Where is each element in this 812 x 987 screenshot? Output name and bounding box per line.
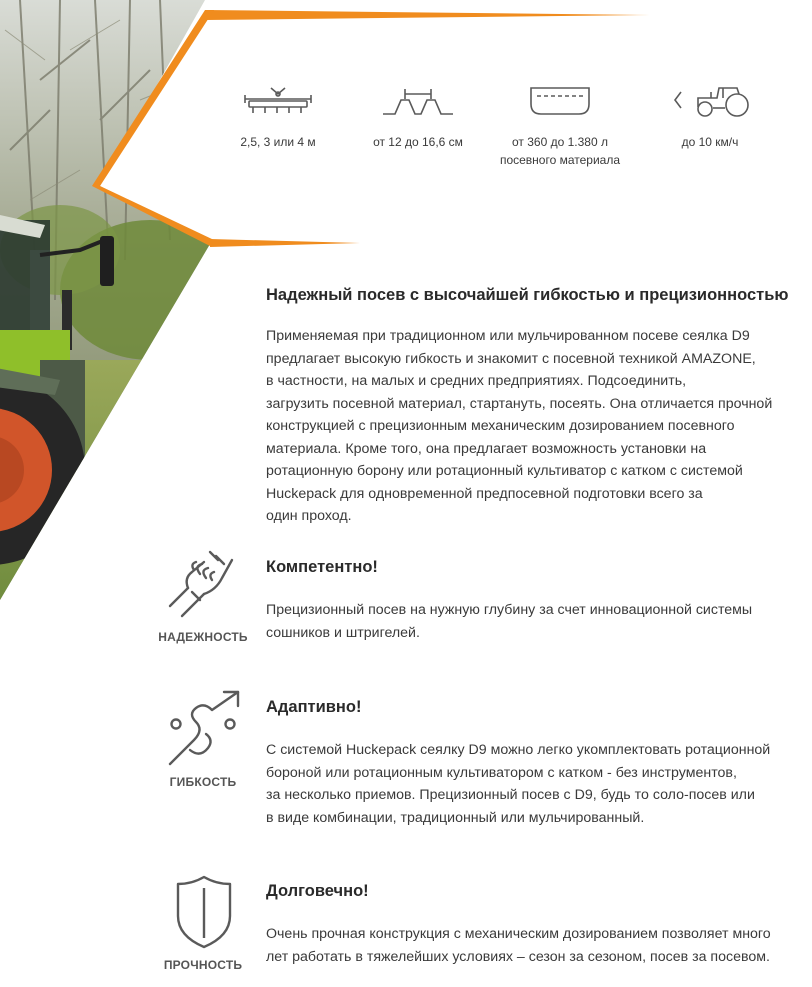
intro-line: Применяемая при традиционном или мульчированном посеве сеялка D9 xyxy=(266,328,750,344)
feature-3-line: лет работать в тяжелейших условиях – сезон за сезоном, посев за посевом. xyxy=(266,948,770,965)
spec-row-spacing xyxy=(358,84,478,151)
feature-3-paragraph xyxy=(266,923,771,968)
spec-row-spacing-label: от 12 до 16,6 см xyxy=(373,135,463,149)
flexibility-label: ГИБКОСТЬ xyxy=(169,775,237,789)
intro-line: в частности, на малых и средних предприятиях. Подсоединить, xyxy=(266,373,687,389)
spec-hopper-label-line-2: посевного материала xyxy=(499,153,621,167)
feature-2-line: бороной или ротационным культиватором с катком - без инструментов, xyxy=(266,764,737,781)
feature-2-heading: Адаптивно! xyxy=(266,698,362,716)
intro-line: один проход. xyxy=(266,508,352,524)
feature-3-heading: Долговечно! xyxy=(266,882,369,900)
feature-2-line: за несколько приемов. Прецизионный посев с D9, будь то соло-посев или xyxy=(266,787,755,803)
spec-working-width xyxy=(220,84,336,151)
working-width-icon xyxy=(241,84,315,118)
reliability-label: НАДЕЖНОСТЬ xyxy=(158,630,248,644)
shield-icon xyxy=(174,874,234,950)
flexibility-arrow-icon xyxy=(164,688,244,768)
intro-paragraph xyxy=(266,325,772,528)
tractor-speed-icon xyxy=(665,84,755,118)
feature-1-heading: Компетентно! xyxy=(266,558,378,576)
spec-hopper-label-line-1: от 360 до 1.380 л xyxy=(512,135,608,149)
spec-hopper xyxy=(492,84,628,169)
intro-line: Huckepack для одновременной предпосевной подготовки всего за xyxy=(266,485,703,502)
intro-line: конструкцией с прецизионным механическим дозированием посевного xyxy=(266,418,735,434)
intro-line: материала. Кроме того, она предлагает возможность установки на xyxy=(266,440,707,457)
feature-1-line: сошников и штригелей. xyxy=(266,624,420,641)
intro-line: загрузить посевной материал, стартануть, посеять. Она отличается прочной xyxy=(266,395,773,412)
intro-heading: Надежный посев с высочайшей гибкостью и прецизионностью xyxy=(266,286,789,304)
spec-speed xyxy=(656,84,764,151)
spec-working-width-label: 2,5, 3 или 4 м xyxy=(240,135,316,149)
row-spacing-icon xyxy=(381,84,455,118)
feature-1-line: Прецизионный посев на нужную глубину за счет инновационной системы xyxy=(266,602,753,618)
durability-label: ПРОЧНОСТЬ xyxy=(163,958,243,972)
handshake-icon xyxy=(164,548,242,618)
feature-3-line: Очень прочная конструкция с механическим дозированием позволяет много xyxy=(266,926,771,942)
feature-2-line: в виде комбинации, традиционный или мульчированный. xyxy=(266,809,645,826)
intro-line: ротационную борону или ротационный культиватор с катком с системой xyxy=(266,463,743,479)
hopper-icon xyxy=(523,84,597,118)
feature-1-paragraph xyxy=(266,599,752,644)
feature-2-paragraph xyxy=(266,739,770,829)
spec-speed-label: до 10 км/ч xyxy=(681,135,739,149)
spec-hopper-label xyxy=(492,133,628,169)
feature-2-line: С системой Huckepack сеялку D9 можно легко укомплектовать ротационной xyxy=(266,742,771,758)
intro-line: предлагает высокую гибкость и знакомит с посевной техникой AMAZONE, xyxy=(266,350,756,367)
